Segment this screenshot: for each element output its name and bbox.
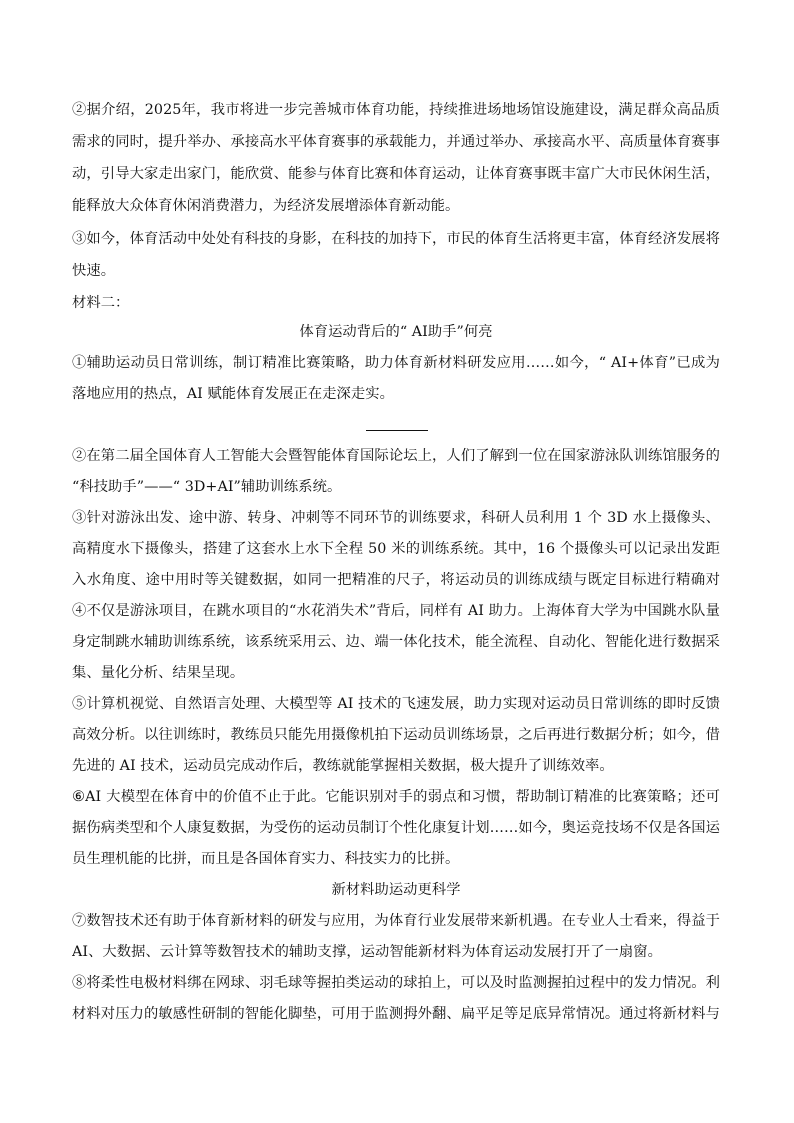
- paragraph-line: AI、大数据、云计算等数智技术的辅助支撑，运动智能新材料为体育运动发展打开了一扇窗。: [72, 944, 662, 960]
- paragraph-line: ③如今，体育活动中处处有科技的身影，在科技的加持下，市民的体育生活将更丰富，体育经济发展将: [72, 231, 720, 247]
- paragraph-line: ⑤计算机视觉、自然语言处理、大模型等 AI 技术的飞速发展，助力实现对运动员日常训练的即时反馈: [72, 696, 720, 712]
- paragraph-line: ②在第二届全国体育人工智能大会暨智能体育国际论坛上，人们了解到一位在国家游泳队训练馆服务的: [72, 448, 720, 464]
- paragraph-line: ①辅助运动员日常训练，制订精准比赛策略，助力体育新材料研发应用……如今，“ AI+体育”已成为: [72, 355, 720, 371]
- paragraph-line: 高精度水下摄像头，搭建了这套水上水下全程 50 米的训练系统。其中，16 个摄像头可以记录出发距: [72, 541, 720, 557]
- paragraph-line: 材料对压力的敏感性研制的智能化脚垫，可用于监测拇外翻、扁平足等足底异常情况。通过将新材料与: [72, 1006, 720, 1022]
- paragraph-line: 入水角度、途中用时等关键数据，如同一把精准的尺子，将运动员的训练成绩与既定目标进行精确对: [72, 572, 720, 588]
- paragraph-line: 快速。: [72, 263, 116, 279]
- paragraph-line: 身定制跳水辅助训练系统，该系统采用云、边、端一体化技术，能全流程、自动化、智能化进行数据采: [72, 634, 720, 650]
- paragraph-line: “科技助手”——“ 3D+AI”辅助训练系统。: [72, 479, 342, 495]
- paragraph-line: ⑧将柔性电极材料绑在网球、羽毛球等握拍类运动的球拍上，可以及时监测握拍过程中的发力情况。利: [72, 975, 720, 991]
- paragraph-line: 集、量化分析、结果呈现。: [72, 665, 245, 681]
- paragraph-line: 据伤病类型和个人康复数据，为受伤的运动员制订个性化康复计划……如今，奥运竞技场不仅是各国运: [72, 820, 720, 836]
- paragraph-line: ③针对游泳出发、途中游、转身、冲刺等不同环节的训练要求，科研人员利用 1 个 3D 水上摄像头、: [72, 510, 720, 526]
- paragraph-line: 动，引导大家走出家门，能欣赏、能参与体育比赛和体育运动，让体育赛事既丰富广大市民休闲生活，: [72, 166, 720, 182]
- paragraph-line: ⑦数智技术还有助于体育新材料的研发与应用，为体育行业发展带来新机遇。在专业人士看来，得益于: [72, 913, 720, 929]
- paragraph-line: 先进的 AI 技术，运动员完成动作后，教练就能掌握相关数据，极大提升了训练效率。: [72, 758, 614, 774]
- paragraph-line: 高效分析。以往训练时，教练员只能先用摄像机拍下运动员训练场景，之后再进行数据分析；如今，借: [72, 727, 720, 743]
- material-label: 材料二：: [72, 295, 130, 311]
- paragraph-line: 需求的同时，提升举办、承接高水平体育赛事的承载能力，并通过举办、承接高水平、高质量体育赛事: [72, 134, 720, 150]
- fill-in-blank-line: [366, 430, 428, 431]
- paragraph-line: 能释放大众体育休闲消费潜力，为经济发展增添体育新动能。: [72, 198, 460, 214]
- paragraph-line: ⑥AI 大模型在体育中的价值不止于此。它能识别对手的弱点和习惯，帮助制订精准的比赛策略；还可: [72, 789, 720, 805]
- paragraph-line: ④不仅是游泳项目，在跳水项目的“水花消失术”背后，同样有 AI 助力。上海体育大学为中国跳水队量: [72, 603, 720, 619]
- section-heading: 新材料助运动更科学: [331, 882, 461, 898]
- paragraph-line: 落地应用的热点，AI 赋能体育发展正在走深走实。: [72, 386, 394, 402]
- article-title: 体育运动背后的“ AI助手”何亮: [299, 324, 493, 340]
- paragraph-line: 员生理机能的比拼，而且是各国体育实力、科技实力的比拼。: [72, 851, 460, 867]
- paragraph-line: ②据介绍，2025年，我市将进一步完善城市体育功能，持续推进场地场馆设施建设，满足群众高品质: [72, 102, 720, 118]
